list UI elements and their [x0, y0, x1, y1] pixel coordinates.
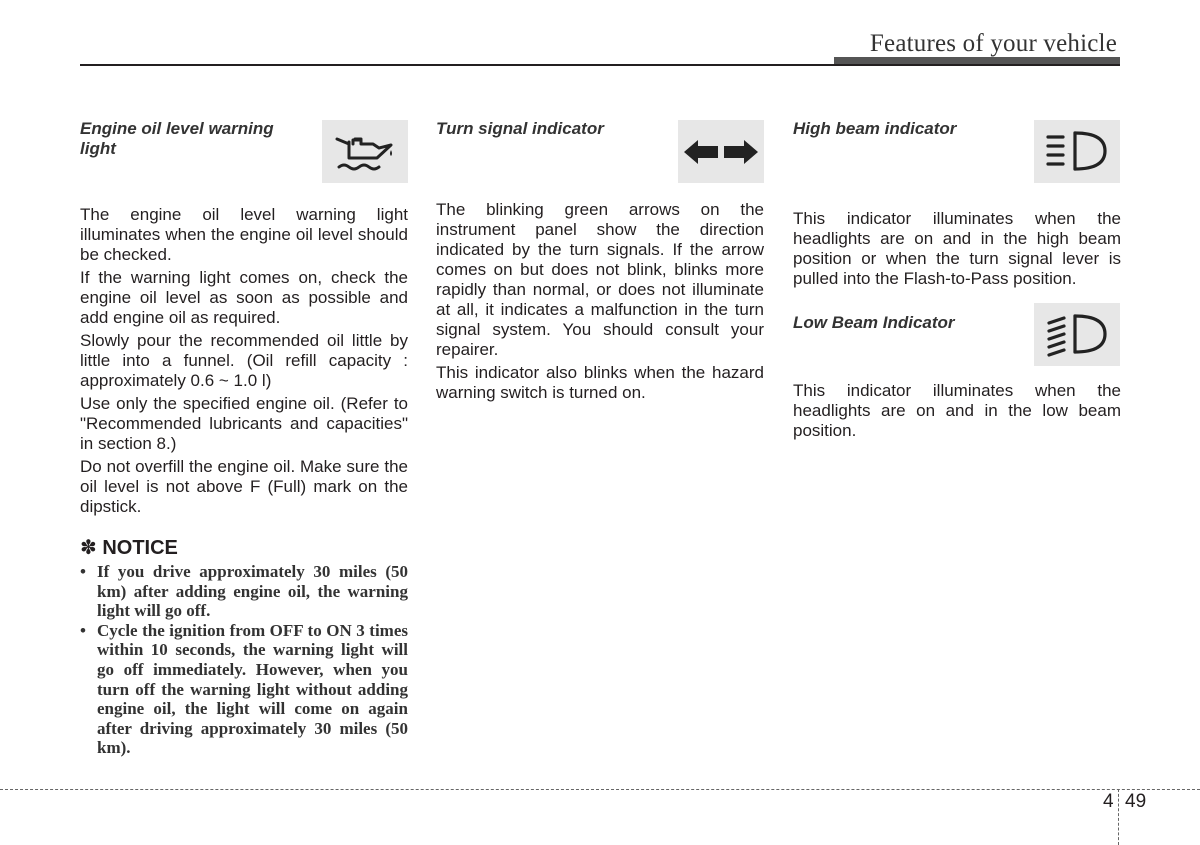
- turn-signal-arrows-icon: [684, 137, 758, 167]
- header-rule: [80, 64, 1120, 66]
- notice-item: • If you drive approximately 30 miles (50 km) after adding engine oil, the warning light will go off.: [80, 562, 408, 621]
- notice-item: • Cycle the ignition from OFF to ON 3 times within 10 seconds, the warning light will go off immediately. However, when you turn off the warning light without adding engine oil, the light will come on again after driving approximately 30 miles (50 km).: [80, 620, 408, 758]
- oil-can-icon: [333, 130, 397, 174]
- turn-signal-heading: Turn signal indicator: [436, 119, 604, 138]
- low-beam-paragraph: This indicator illuminates when the headlights are on and in the low beam position.: [793, 381, 1121, 440]
- low-beam-heading: Low Beam Indicator: [793, 313, 955, 332]
- oil-paragraph: Slowly pour the recommended oil little by little into a funnel. (Oil refill capacity : approximately 0.6 ~ 1.0 l): [80, 331, 408, 390]
- notice-list: [80, 562, 408, 758]
- low-beam-body-text: [793, 381, 1121, 444]
- oil-warning-heading: Engine oil level warning light: [80, 119, 274, 158]
- oil-body-text: [80, 205, 408, 520]
- turn-signal-icon-box: [678, 120, 764, 183]
- oil-paragraph: If the warning light comes on, check the engine oil level as soon as possible and add engine oil as required.: [80, 268, 408, 327]
- footer-dashed-rule: [0, 789, 1200, 790]
- high-beam-heading: High beam indicator: [793, 119, 957, 138]
- high-beam-icon: [1045, 130, 1109, 174]
- turn-signal-paragraph: This indicator also blinks when the hazard warning switch is turned on.: [436, 363, 764, 402]
- oil-paragraph: Do not overfill the engine oil. Make sure the oil level is not above F (Full) mark on the dipstick.: [80, 457, 408, 516]
- turn-signal-paragraph: The blinking green arrows on the instrument panel show the direction indicated by the turn signals. If the arrow comes on but does not blink, blinks more rapidly than normal, or does not illuminate at all, it indicates a malfunction in the turn signal system. You should consult your repairer.: [436, 200, 764, 359]
- low-beam-icon-box: [1034, 303, 1120, 366]
- notice-item-text: If you drive approximately 30 miles (50 km) after adding engine oil, the warning light will go off.: [97, 562, 408, 621]
- oil-paragraph: Use only the specified engine oil. (Refer to "Recommended lubricants and capacities" in section 8.): [80, 394, 408, 453]
- oil-paragraph: The engine oil level warning light illuminates when the engine oil level should be checked.: [80, 205, 408, 264]
- low-beam-icon: [1045, 312, 1109, 358]
- notice-title: ✽ NOTICE: [80, 537, 178, 559]
- notice-item-text: Cycle the ignition from OFF to ON 3 times within 10 seconds, the warning light will go off immediately. However, when you turn off the warning light without adding engine oil, the light will come on again after driving approximately 30 miles (50 km).: [97, 620, 408, 758]
- footer-dashed-divider: [1118, 789, 1119, 845]
- high-beam-paragraph: This indicator illuminates when the headlights are on and in the high beam position or when the turn signal lever is pulled into the Flash-to-Pass position.: [793, 209, 1121, 288]
- oil-icon-box: [322, 120, 408, 183]
- high-beam-body-text: [793, 209, 1121, 292]
- turn-signal-body-text: [436, 200, 764, 406]
- page-number: 49: [1125, 791, 1147, 812]
- page-header-title: Features of your vehicle: [869, 30, 1117, 57]
- high-beam-icon-box: [1034, 120, 1120, 183]
- section-number: 4: [1103, 791, 1114, 812]
